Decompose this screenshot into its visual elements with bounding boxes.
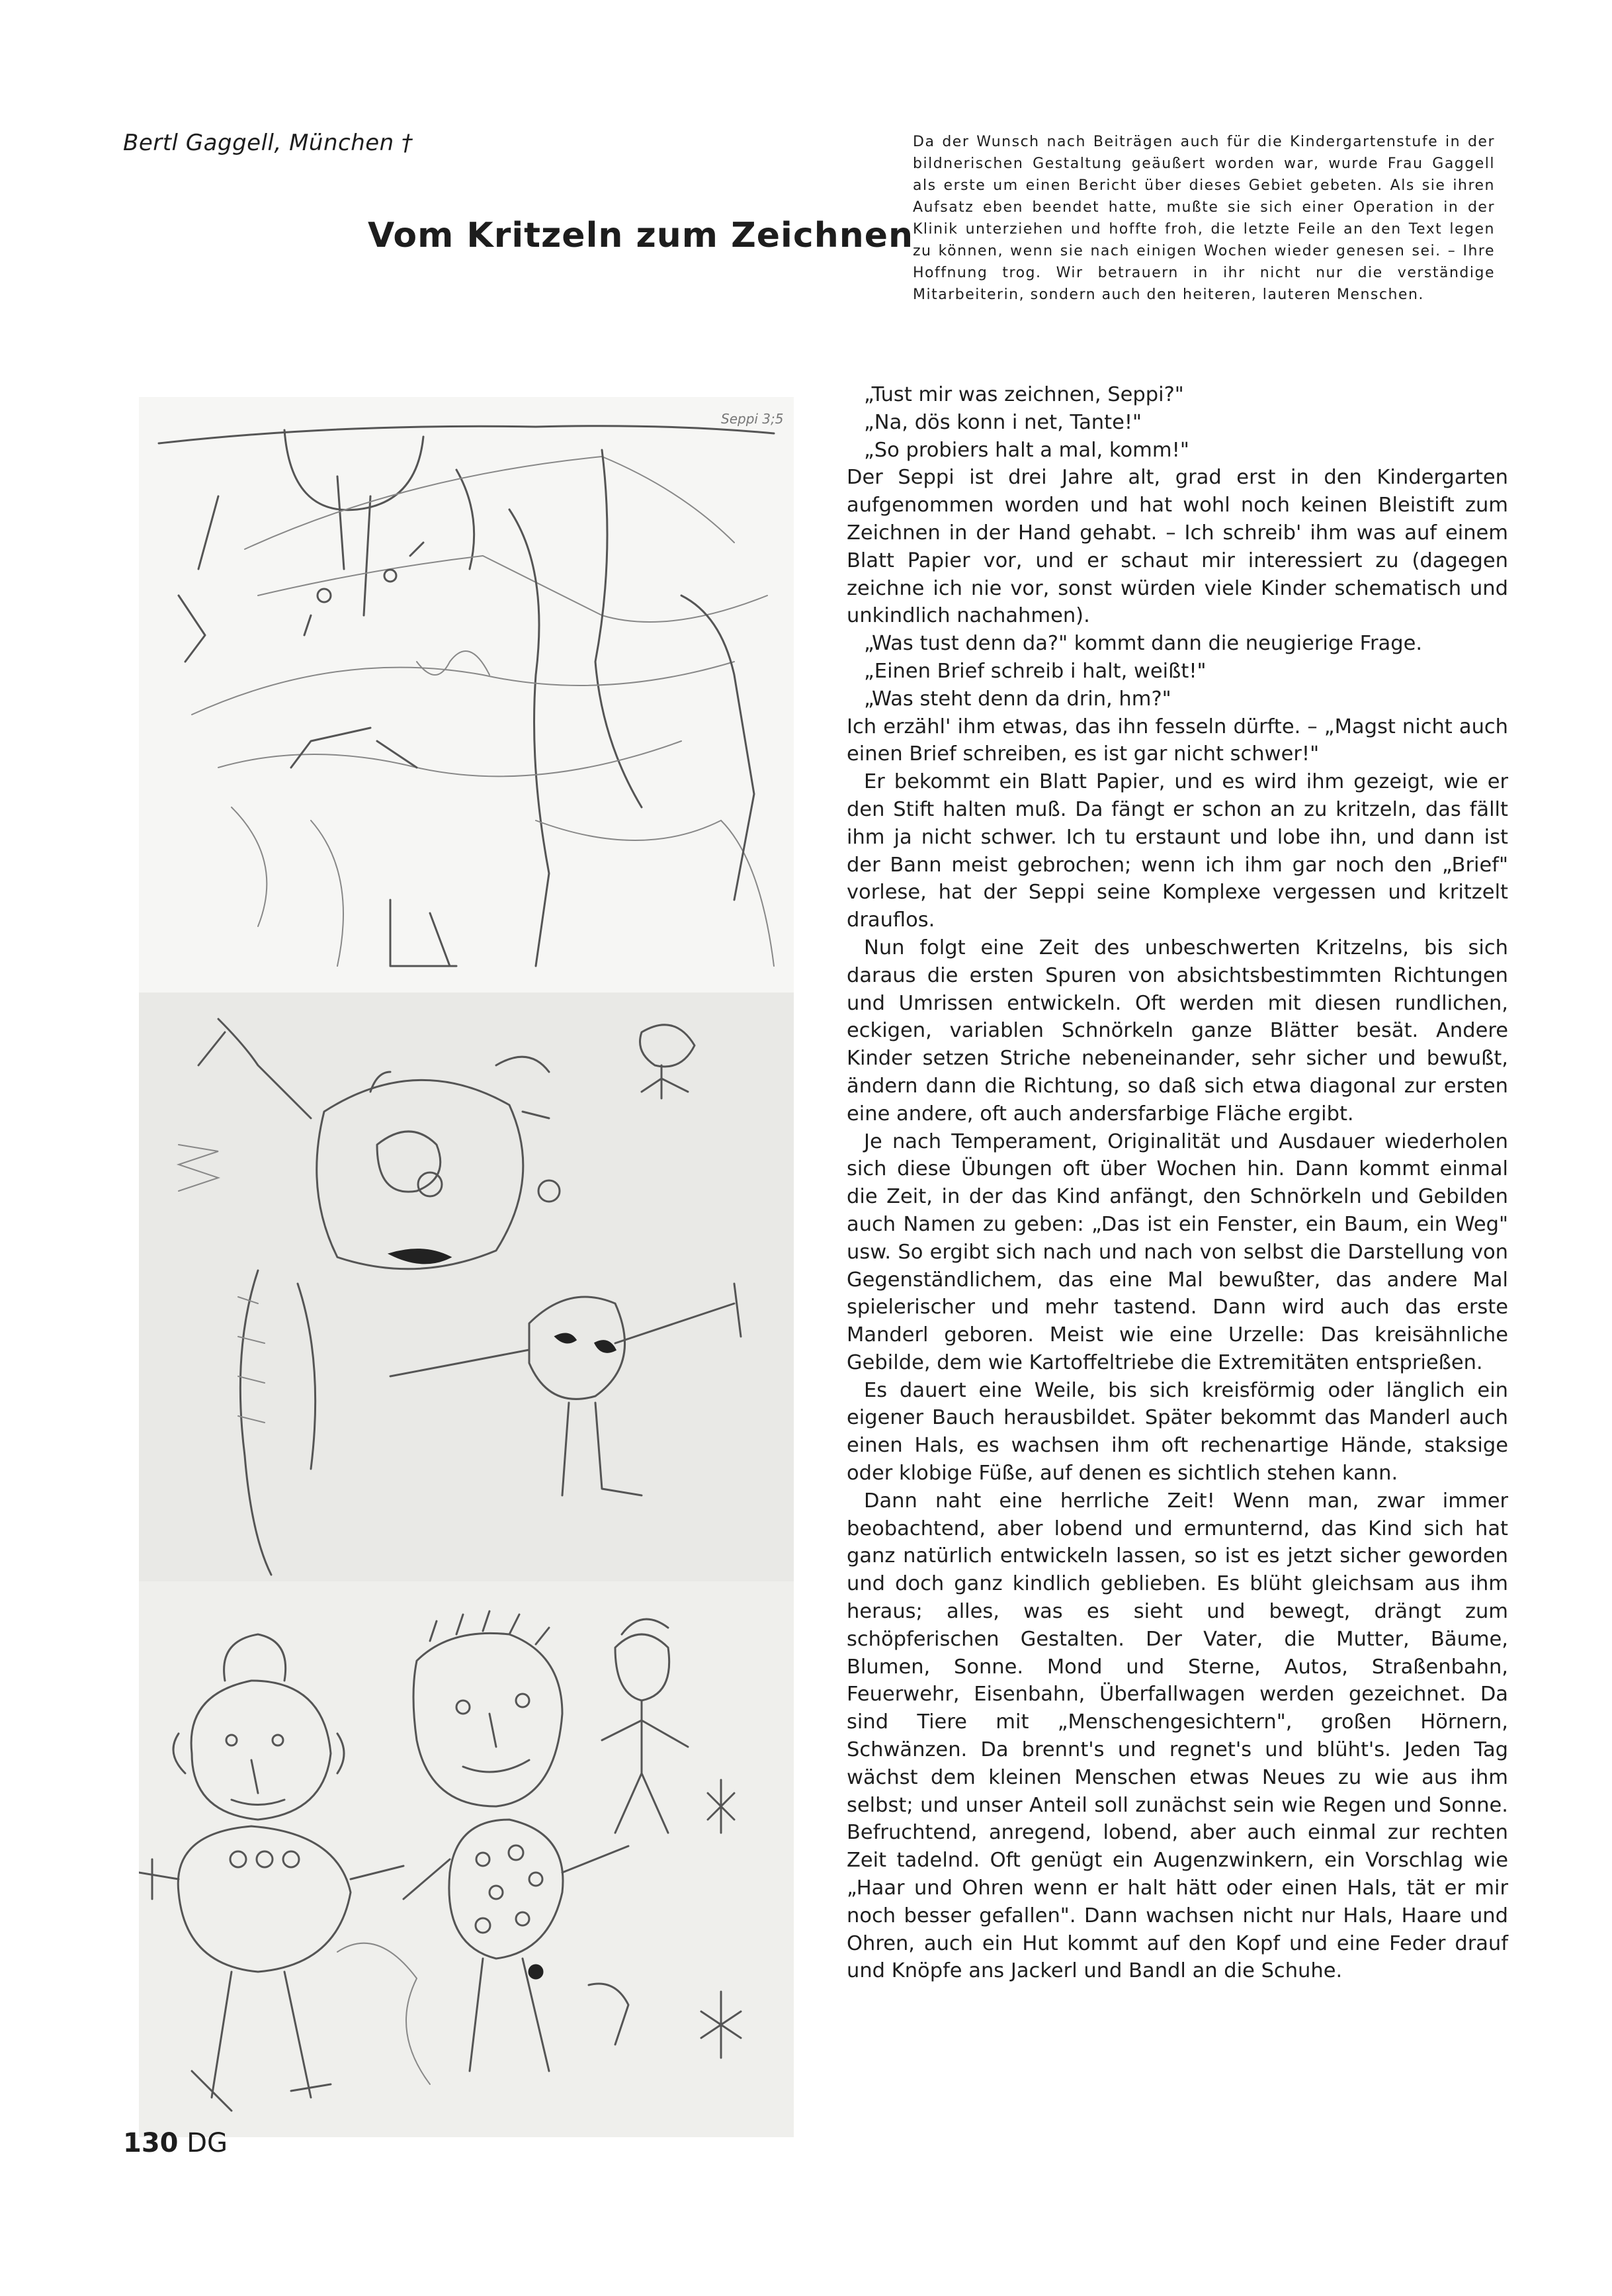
article-title: Vom Kritzeln zum Zeichnen	[368, 216, 914, 255]
paragraph: „Was steht denn da drin, hm?"	[864, 687, 1171, 711]
page-footer	[123, 2128, 228, 2158]
author-line: Bertl Gaggell, München †	[123, 130, 413, 156]
paragraph: Dann naht eine herrliche Zeit! Wenn man, zwar immer beobachtend, aber lobend und ermunternd, das Kind sich hat ganz natürlich entwickeln lassen, so ist es jetzt sicher geworden und doch ganz kindlich geblieben. Es blüht gleichsam aus ihm heraus; alles, was es sieht und bewegt, drängt zum schöpferischen Gestalten. Der Vater, die Mutter, Bäume, Blumen, Sonne. Mond und Sterne, Autos, Straßenbahn, Feuerwehr, Eisenbahn, Überfallwagen werden gezeichnet. Da sind Tiere mit „Menschengesichtern", großen Hörnern, Schwänzen. Da brennt's und regnet's und blüht's. Jeden Tag wächst dem kleinen Menschen etwas Neues zu wie aus ihm selbst; und unser Anteil soll zunächst sein wie Regen und Sonne. Befruchtend, anregend, lobend, aber auch einmal zur rechten Zeit tadelnd. Oft genügt ein Augenzwinkern, ein Vorschlag wie „Haar und Ohren wenn er halt hätt oder einen Hals, tät er mir noch besser gefallen". Dann wachsen nicht nur Hals, Haare und Ohren, auch ein Hut kommt auf den Kopf und eine Feder drauf und Knöpfe ans Jackerl und Bandl an die Schuhe.	[847, 1489, 1508, 1983]
paragraph: Es dauert eine Weile, bis sich kreisförmig oder länglich ein eigener Bauch herausbildet. Später bekommt das Manderl auch einen Hals, es wachsen ihm oft rechenartige Hände, staksige oder klobige Füße, auf denen es sichtlich stehen kann.	[847, 1378, 1508, 1485]
paragraph: „Tust mir was zeichnen, Seppi?"	[864, 383, 1184, 406]
paragraph: Ich erzähl' ihm etwas, das ihn fesseln dürfte. – „Magst nicht auch einen Brief schreiben, es ist gar nicht schwer!"	[847, 715, 1508, 766]
drawing-panel-people	[139, 1581, 794, 2137]
paragraph: Er bekommt ein Blatt Papier, und es wird ihm gezeigt, wie er den Stift halten muß. Da fängt er schon an zu kritzeln, das fällt ihm ja nicht schwer. Ich tu erstaunt und lobe ihn, und dann ist der Bann meist gebrochen; wenn ich ihm gar noch den „Brief" vorlese, hat der Seppi seine Komplexe vergessen und kritzelt drauflos.	[847, 770, 1508, 932]
paragraph: Der Seppi ist drei Jahre alt, grad erst in den Kindergarten aufgenommen worden und hat wohl noch keinen Bleistift zum Zeichnen in der Hand gehabt. – Ich schreib' ihm was auf einem Blatt Papier vor, und er schaut mir interessiert zu (dagegen zeichne ich nie vor, sonst würden viele Kinder schematisch und unkindlich nachahmen).	[847, 466, 1508, 628]
drawing-panel-figures	[139, 993, 794, 1581]
drawing-signature: Seppi 3;5	[721, 411, 784, 427]
paragraph: „So probiers halt a mal, komm!"	[864, 438, 1189, 462]
paragraph: „Na, dös konn i net, Tante!"	[864, 410, 1142, 434]
paragraph: Nun folgt eine Zeit des unbeschwerten Kritzelns, bis sich daraus die ersten Spuren von absichtsbestimmten Richtungen und Umrissen entwickeln. Oft werden mit diesen rundlichen, eckigen, variablen Schnörkeln ganze Blätter besät. Andere Kinder setzen Striche nebeneinander, sehr sicher und bewußt, ändern dann die Richtung, so daß sich etwa diagonal zur ersten eine andere, oft auch andersfarbige Fläche ergibt.	[847, 936, 1508, 1126]
paragraph: „Einen Brief schreib i halt, weißt!"	[864, 659, 1207, 683]
child-drawings-figure	[139, 397, 794, 2137]
editorial-intro: Da der Wunsch nach Beiträgen auch für die Kindergartenstufe in der bildnerischen Gestaltung geäußert worden war, wurde Frau Gaggell als erste um einen Bericht über dieses Gebiet gebeten. Als sie ihren Aufsatz eben beendet hatte, mußte sie sich einer Operation in der Klinik unterziehen und hoffte froh, die letzte Feile an den Text legen zu können, wenn sie nach einigen Wochen wieder genesen sei. – Ihre Hoffnung trog. Wir betrauern in ihr nicht nur die verständige Mitarbeiterin, sondern auch den heiteren, lauteren Menschen.	[913, 134, 1495, 303]
article-body	[847, 381, 1508, 1985]
paragraph: „Was tust denn da?" kommt dann die neugierige Frage.	[864, 632, 1423, 656]
page-number: 130	[123, 2128, 179, 2158]
drawing-panel-scribble	[139, 397, 794, 993]
paragraph: Je nach Temperament, Originalität und Ausdauer wiederholen sich diese Übungen oft über Wochen hin. Dann kommt einmal die Zeit, in der das Kind anfängt, den Schnörkeln und Gebilden auch Namen zu geben: „Das ist ein Fenster, ein Baum, ein Weg" usw. So ergibt sich nach und nach von selbst die Darstellung von Gegenständlichem, das eine Mal bewußter, das andere Mal spielerischer und mehr tastend. Dann wird auch das erste Manderl geboren. Meist wie eine Urzelle: Das kreisähnliche Gebilde, dem wie Kartoffeltriebe die Extremitäten entsprießen.	[847, 1129, 1508, 1374]
journal-abbreviation: DG	[187, 2128, 228, 2158]
